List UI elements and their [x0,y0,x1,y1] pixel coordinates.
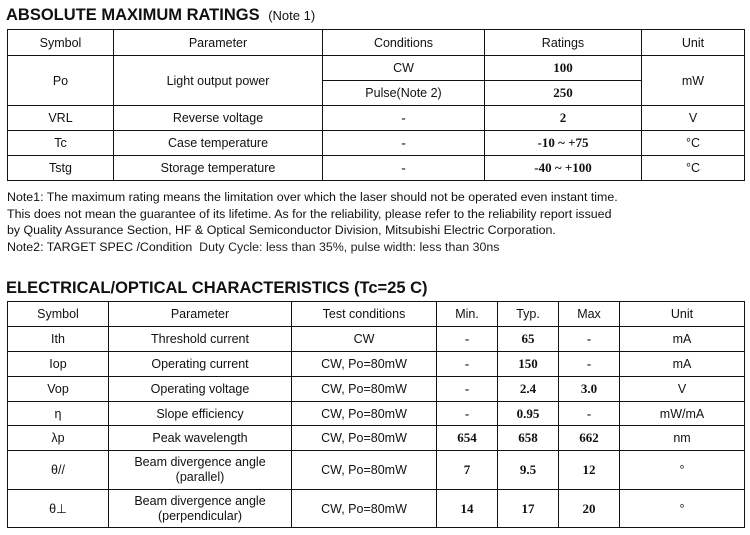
cell-conditions: - [323,156,485,181]
cell-typ: 150 [498,352,559,377]
cell-unit: mW/mA [620,402,745,426]
cell-unit: nm [620,426,745,451]
cell-rating: 250 [485,81,642,106]
table-row [8,327,745,352]
cell-typ: 658 [498,426,559,451]
cell-conditions: - [323,131,485,156]
cell-unit: ° [620,451,745,490]
table-header-row [8,30,745,56]
cell-max: - [559,402,620,426]
cell-typ: 17 [498,490,559,528]
table-row [8,131,745,156]
table-row [8,106,745,131]
cell-min: - [437,402,498,426]
header-conditions: Conditions [323,30,485,56]
cell-unit: V [642,106,745,131]
cell-unit: V [620,377,745,402]
cell-symbol: Ith [8,327,109,352]
electrical-optical-title: ELECTRICAL/OPTICAL CHARACTERISTICS (Tc=25 C) [6,279,428,297]
cell-conditions: CW, Po=80mW [292,402,437,426]
cell-conditions: CW, Po=80mW [292,352,437,377]
cell-min: - [437,377,498,402]
header-typ: Typ. [498,302,559,327]
cell-symbol: VRL [8,106,114,131]
absolute-max-ratings-heading: ABSOLUTE MAXIMUM RATINGS [6,6,260,24]
table-row [8,377,745,402]
cell-parameter: Peak wavelength [109,426,292,451]
cell-typ: 9.5 [498,451,559,490]
cell-unit: °C [642,156,745,181]
cell-conditions: CW, Po=80mW [292,426,437,451]
cell-parameter [109,451,292,490]
cell-symbol: Vop [8,377,109,402]
electrical-optical-table [7,301,745,528]
cell-max: 20 [559,490,620,528]
cell-unit: mA [620,352,745,377]
parameter-line1: Beam divergence angle [134,455,266,469]
cell-max: 662 [559,426,620,451]
cell-max: 12 [559,451,620,490]
table-row [8,352,745,377]
cell-rating: 2 [485,106,642,131]
cell-symbol: Tstg [8,156,114,181]
table-header-row [8,302,745,327]
cell-typ: 0.95 [498,402,559,426]
cell-parameter: Slope efficiency [109,402,292,426]
cell-conditions: - [323,106,485,131]
cell-conditions: CW, Po=80mW [292,451,437,490]
note2-condition: Duty Cycle: less than 35%, pulse width: less than 30ns [199,239,500,254]
table-row [8,426,745,451]
cell-min: - [437,327,498,352]
cell-symbol: Tc [8,131,114,156]
note2-line [7,239,743,256]
cell-rating: -10 ~ +75 [485,131,642,156]
notes-block [7,189,743,255]
cell-parameter: Reverse voltage [114,106,323,131]
cell-typ: 2.4 [498,377,559,402]
table-row [8,451,745,490]
parameter-line1: Beam divergence angle [134,493,266,508]
cell-min: 14 [437,490,498,528]
header-parameter: Parameter [114,30,323,56]
cell-parameter: Case temperature [114,131,323,156]
table-row [8,56,745,81]
cell-symbol: Po [8,56,114,106]
cell-parameter [109,490,292,528]
header-symbol: Symbol [8,30,114,56]
cell-min: 654 [437,426,498,451]
cell-max: 3.0 [559,377,620,402]
cell-parameter: Threshold current [109,327,292,352]
cell-symbol: λp [8,426,109,451]
cell-conditions: CW [323,56,485,81]
cell-unit: mW [642,56,745,106]
cell-min: - [437,352,498,377]
parameter-line2: (perpendicular) [157,508,243,523]
header-test-conditions: Test conditions [292,302,437,327]
cell-parameter: Operating voltage [109,377,292,402]
cell-unit: °C [642,131,745,156]
cell-unit: mA [620,327,745,352]
note1-line3: by Quality Assurance Section, HF & Optical Semiconductor Division, Mitsubishi Electric Corporation. [7,223,556,237]
absolute-max-ratings-title [6,4,315,26]
cell-min: 7 [437,451,498,490]
absolute-max-ratings-note-ref: (Note 1) [268,8,316,23]
cell-symbol: Iop [8,352,109,377]
header-ratings: Ratings [485,30,642,56]
cell-parameter: Operating current [109,352,292,377]
header-min: Min. [437,302,498,327]
cell-rating: -40 ~ +100 [485,156,642,181]
table-row [8,156,745,181]
table-row [8,490,745,528]
cell-conditions: CW, Po=80mW [292,490,437,528]
absolute-max-ratings-table [7,29,745,181]
cell-max: - [559,327,620,352]
cell-parameter: Light output power [114,56,323,106]
cell-max: - [559,352,620,377]
cell-conditions: CW, Po=80mW [292,377,437,402]
header-max: Max [559,302,620,327]
cell-conditions: CW [292,327,437,352]
header-parameter: Parameter [109,302,292,327]
cell-symbol: θ// [8,451,109,490]
cell-conditions: Pulse(Note 2) [323,81,485,106]
cell-symbol: θ⊥ [8,490,109,528]
cell-rating: 100 [485,56,642,81]
note1-line1: Note1: The maximum rating means the limitation over which the laser should not be operated even instant time. [7,190,618,204]
header-symbol: Symbol [8,302,109,327]
header-unit: Unit [620,302,745,327]
table-row [8,402,745,426]
cell-symbol: η [8,402,109,426]
cell-parameter: Storage temperature [114,156,323,181]
cell-typ: 65 [498,327,559,352]
note1-line2: This does not mean the guarantee of its lifetime. As for the reliability, please refer to the reliability report issued [7,206,612,221]
cell-unit: ° [620,490,745,528]
note2-label: Note2: TARGET SPEC /Condition [7,239,193,254]
header-unit: Unit [642,30,745,56]
parameter-line2: (parallel) [175,470,225,484]
